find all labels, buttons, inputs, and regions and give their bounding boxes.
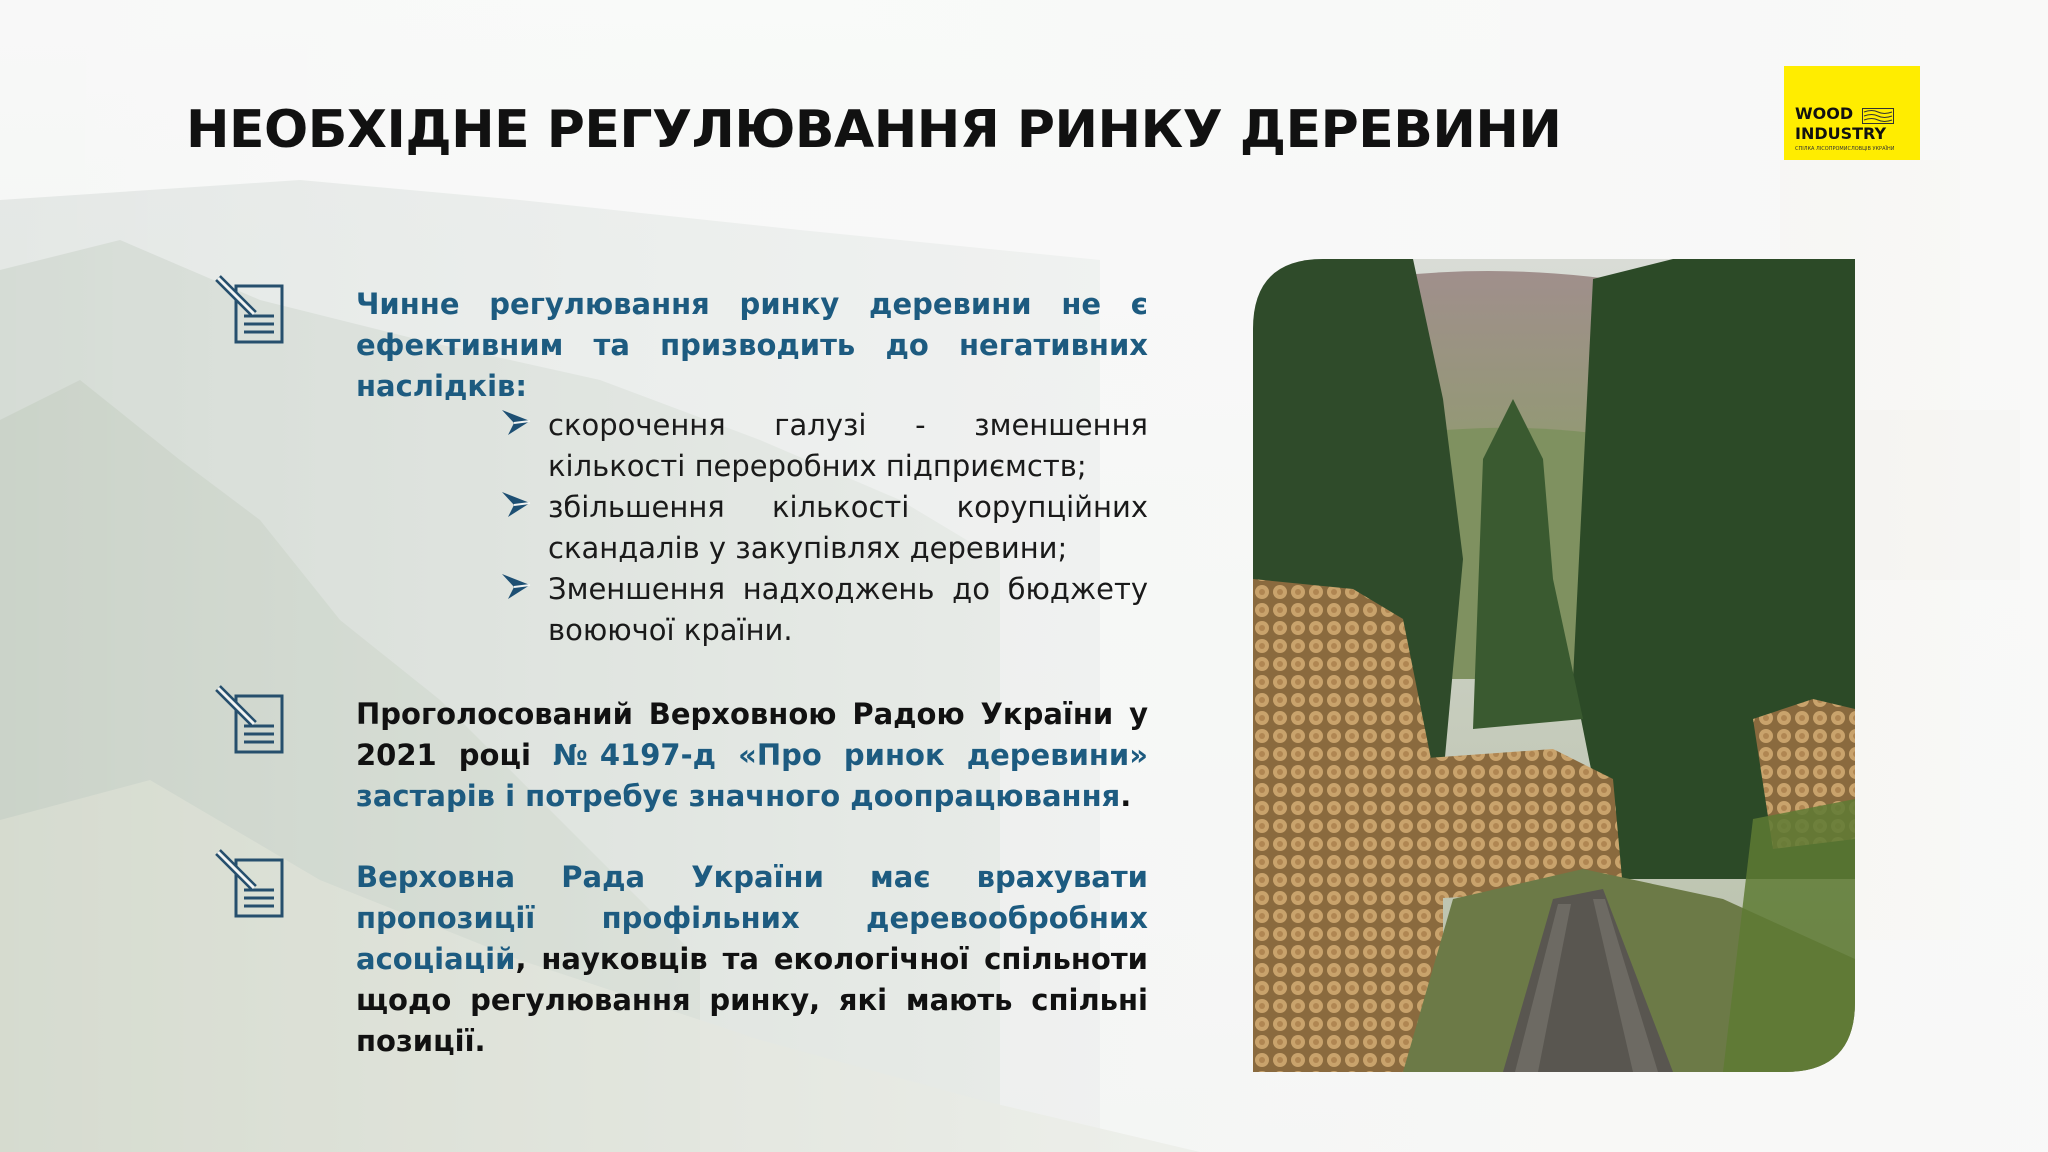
arrowhead-bullet-icon <box>500 571 532 603</box>
wood-grain-icon <box>1862 108 1894 124</box>
block3-part2: , науковців та екологічної спільноти щодо регулювання ринку, які мають спільні позиції. <box>356 942 1148 1058</box>
slide-title: НЕОБХІДНЕ РЕГУЛЮВАННЯ РИНКУ ДЕРЕВИНИ <box>186 100 1562 160</box>
arrowhead-bullet-icon <box>500 489 532 521</box>
list-item <box>500 405 1148 487</box>
bullet-text: збільшення кількості корупційних скандалів у закупівлях деревини; <box>548 490 1148 565</box>
law-reference: №4197-д «Про ринок деревини» застарів і потребує значного доопрацювання <box>356 738 1148 813</box>
note-pencil-icon <box>214 846 290 922</box>
forest-logs-photo <box>1253 259 1855 1072</box>
block1-lead: Чинне регулювання ринку деревини не є ефективним та призводить до негативних наслідків: <box>356 287 1148 403</box>
logo-tagline: СПІЛКА ЛІСОПРОМИСЛОВЦІВ УКРАЇНИ <box>1795 146 1895 152</box>
bullet-text: Зменшення надходжень до бюджету воюючої країни. <box>548 572 1148 647</box>
arrowhead-bullet-icon <box>500 407 532 439</box>
wood-industry-logo <box>1784 66 1920 160</box>
logo-line-1: WOOD <box>1795 104 1854 123</box>
note-pencil-icon <box>214 682 290 758</box>
block2-text <box>356 694 1148 817</box>
block2-part3: . <box>1120 779 1132 813</box>
block3-text <box>356 857 1148 1062</box>
list-item <box>500 487 1148 569</box>
list-item <box>500 569 1148 651</box>
bullet-text: скорочення галузі - зменшення кількості переробних підприємств; <box>548 408 1148 483</box>
block3-part1: Верховна Рада України має врахувати пропозиції профільних деревообробних асоціацій <box>356 860 1148 976</box>
note-pencil-icon <box>214 272 290 348</box>
consequences-list <box>500 405 1148 651</box>
block2-part1: Проголосований Верховною Радою України у 2021 році <box>356 697 1148 772</box>
logo-line-2: INDUSTRY <box>1795 124 1887 143</box>
